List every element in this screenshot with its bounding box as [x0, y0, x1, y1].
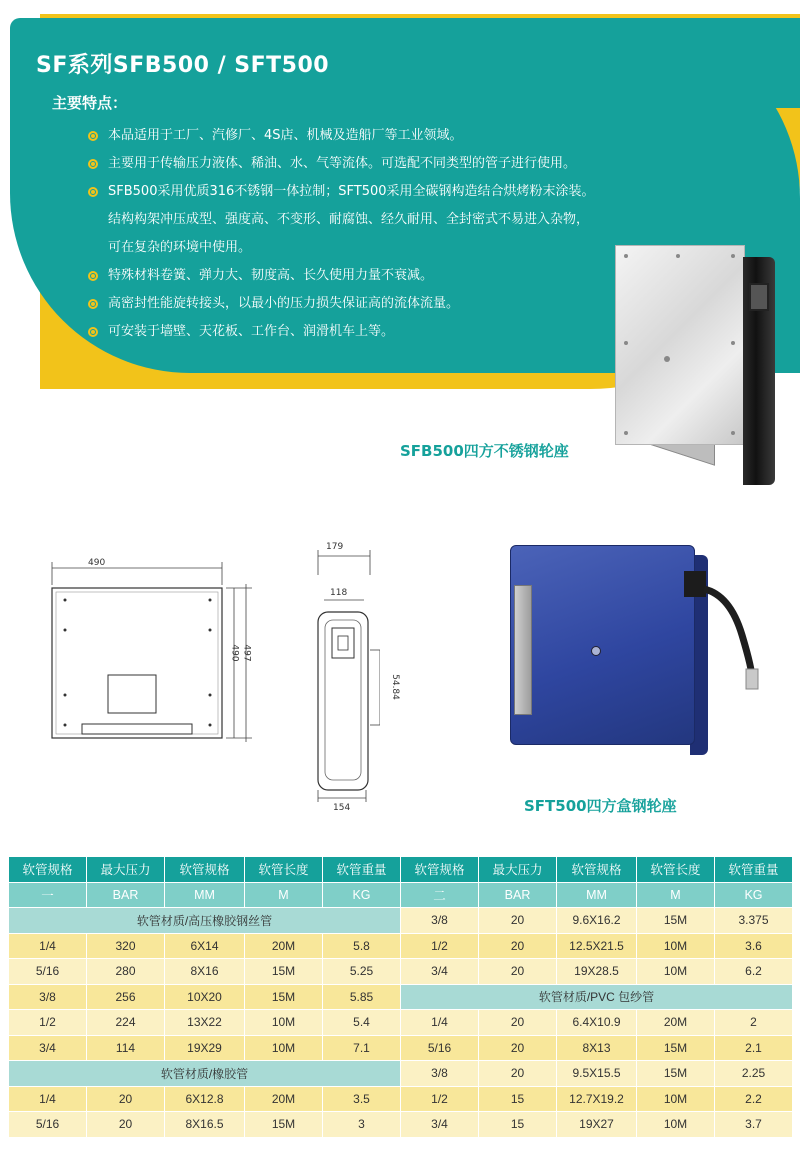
feature-item: 可安装于墙壁、天花板、工作台、润滑机车上等。 [88, 318, 728, 346]
feature-item: 高密封性能旋转接头，以最小的压力损失保证高的流体流量。 [88, 290, 728, 318]
target-bullet-icon [88, 187, 98, 197]
table-cell: 15M [637, 908, 715, 934]
table-cell: 1/4 [401, 1010, 479, 1036]
sft500-product-image [510, 545, 770, 765]
table-cell: 20 [87, 1086, 165, 1112]
table-row [9, 959, 793, 985]
table-cell: MM [557, 882, 637, 908]
feature-item: SFB500采用优质316不锈钢一体拉制；SFT500采用全碳钢构造结合烘烤粉末涂装。 [88, 178, 728, 206]
table-row [9, 984, 793, 1010]
table-row [9, 1035, 793, 1061]
table-cell: 10M [245, 1010, 323, 1036]
table-cell: 20 [479, 1010, 557, 1036]
table-cell: 5/16 [9, 1112, 87, 1138]
table-cell: 15M [637, 1035, 715, 1061]
table-cell: 19X29 [165, 1035, 245, 1061]
table-cell: 3/8 [9, 984, 87, 1010]
table-cell: 软管重量 [323, 857, 401, 883]
table-cell: 15M [637, 1061, 715, 1087]
steel-front-panel [615, 245, 745, 445]
table-cell: 256 [87, 984, 165, 1010]
table-cell: 1/4 [9, 1086, 87, 1112]
table-cell: 软管规格 [557, 857, 637, 883]
dimension-drawing [40, 540, 380, 810]
sfb500-product-image [615, 245, 775, 490]
target-bullet-icon [88, 327, 98, 337]
feature-item: 特殊材料卷簧、弹力大、韧度高、长久使用力量不衰减。 [88, 262, 728, 290]
table-cell: 224 [87, 1010, 165, 1036]
table-cell: KG [715, 882, 793, 908]
table-cell: 20M [245, 933, 323, 959]
table-cell: 软管材质/高压橡胶钢丝管 [9, 908, 401, 934]
table-cell: 20 [479, 959, 557, 985]
table-cell: 7.1 [323, 1035, 401, 1061]
target-bullet-icon [88, 159, 98, 169]
table-cell: 3.6 [715, 933, 793, 959]
hose-icon [680, 565, 770, 695]
table-cell: 3.7 [715, 1112, 793, 1138]
table-cell: 软管材质/橡胶管 [9, 1061, 401, 1087]
table-cell: 最大压力 [479, 857, 557, 883]
target-bullet-icon [88, 299, 98, 309]
table-row [9, 1010, 793, 1036]
table-row [9, 857, 793, 883]
steel-side-panel [743, 257, 775, 485]
table-row [9, 1061, 793, 1087]
table-cell: 3/4 [401, 1112, 479, 1138]
dim-side-top: 179 [326, 542, 344, 552]
spec-table [8, 856, 793, 1138]
mounting-bracket [514, 585, 532, 715]
table-cell: 5.25 [323, 959, 401, 985]
table-cell: 软管长度 [245, 857, 323, 883]
table-cell: M [245, 882, 323, 908]
connector-icon [749, 283, 769, 311]
table-cell: 8X16.5 [165, 1112, 245, 1138]
table-cell: 软管规格 [9, 857, 87, 883]
table-cell: 10M [637, 959, 715, 985]
table-cell: 软管长度 [637, 857, 715, 883]
feature-item-continued: 结构构架冲压成型、强度高、不变形、耐腐蚀、经久耐用、全封密式不易进入杂物， [108, 212, 590, 227]
table-cell: KG [323, 882, 401, 908]
table-cell: 15M [245, 1112, 323, 1138]
table-cell: MM [165, 882, 245, 908]
table-cell: 8X13 [557, 1035, 637, 1061]
dim-side-height: 54.84 [389, 674, 400, 700]
sfb500-caption: SFB500四方不锈钢轮座 [400, 442, 569, 460]
table-cell: 二 [401, 882, 479, 908]
table-cell: 20 [87, 1112, 165, 1138]
table-row [9, 1086, 793, 1112]
table-cell: 3.5 [323, 1086, 401, 1112]
table-cell: 20M [637, 1010, 715, 1036]
table-cell: 20 [479, 1035, 557, 1061]
table-cell: 6X14 [165, 933, 245, 959]
table-cell: BAR [479, 882, 557, 908]
table-cell: 320 [87, 933, 165, 959]
features-heading: 主要特点： [52, 94, 128, 112]
table-cell: 10M [637, 1112, 715, 1138]
table-cell: 1/2 [401, 1086, 479, 1112]
table-cell: 6.2 [715, 959, 793, 985]
table-cell: 一 [9, 882, 87, 908]
hub-icon [591, 646, 601, 656]
table-cell: 3/4 [9, 1035, 87, 1061]
table-cell: 20 [479, 1061, 557, 1087]
table-cell: 13X22 [165, 1010, 245, 1036]
table-cell: 6X12.8 [165, 1086, 245, 1112]
table-cell: 10M [245, 1035, 323, 1061]
table-cell: 1/2 [401, 933, 479, 959]
table-cell: 3/8 [401, 908, 479, 934]
table-cell: 19X28.5 [557, 959, 637, 985]
table-row [9, 908, 793, 934]
table-cell: BAR [87, 882, 165, 908]
table-cell: 软管规格 [401, 857, 479, 883]
blue-front-panel [510, 545, 695, 745]
table-cell: 1/4 [9, 933, 87, 959]
table-cell: 8X16 [165, 959, 245, 985]
table-cell: 15 [479, 1086, 557, 1112]
table-cell: 10M [637, 933, 715, 959]
header-band-corner [560, 18, 800, 108]
page-title: SF系列SFB500 / SFT500 [36, 53, 330, 78]
table-cell: 3.375 [715, 908, 793, 934]
table-row [9, 933, 793, 959]
table-cell: 10X20 [165, 984, 245, 1010]
table-cell: 5/16 [401, 1035, 479, 1061]
table-cell: 20 [479, 933, 557, 959]
target-bullet-icon [88, 271, 98, 281]
table-cell: 5.8 [323, 933, 401, 959]
target-bullet-icon [88, 131, 98, 141]
table-cell: 2.25 [715, 1061, 793, 1087]
table-cell: 12.7X19.2 [557, 1086, 637, 1112]
table-row [9, 882, 793, 908]
table-cell: 软管规格 [165, 857, 245, 883]
table-cell: 114 [87, 1035, 165, 1061]
table-cell: 15M [245, 959, 323, 985]
dim-front-height-inner: 490 [229, 644, 240, 662]
table-cell: 2.1 [715, 1035, 793, 1061]
table-cell: 280 [87, 959, 165, 985]
table-cell: 5/16 [9, 959, 87, 985]
table-cell: 2.2 [715, 1086, 793, 1112]
table-cell: 软管材质/PVC 包纱管 [401, 984, 793, 1010]
dim-front-height-outer: 497 [241, 644, 252, 662]
table-cell: 5.85 [323, 984, 401, 1010]
table-cell: 9.6X16.2 [557, 908, 637, 934]
table-row [9, 1112, 793, 1138]
feature-item: 本品适用于工厂、汽修厂、4S店、机械及造船厂等工业领域。 [88, 122, 728, 150]
table-cell: 软管重量 [715, 857, 793, 883]
table-cell: 1/2 [9, 1010, 87, 1036]
table-cell: 5.4 [323, 1010, 401, 1036]
table-cell: 20 [479, 908, 557, 934]
table-cell: 6.4X10.9 [557, 1010, 637, 1036]
table-cell: M [637, 882, 715, 908]
table-cell: 2 [715, 1010, 793, 1036]
dim-front-width: 490 [88, 558, 106, 568]
table-cell: 最大压力 [87, 857, 165, 883]
table-cell: 15 [479, 1112, 557, 1138]
feature-item: 主要用于传输压力液体、稀油、水、气等流体。可选配不同类型的管子进行使用。 [88, 150, 728, 178]
table-cell: 3/8 [401, 1061, 479, 1087]
table-cell: 9.5X15.5 [557, 1061, 637, 1087]
feature-item-continued: 可在复杂的环境中使用。 [108, 240, 252, 255]
dim-side-inner: 118 [330, 588, 348, 598]
table-cell: 3 [323, 1112, 401, 1138]
dim-side-bottom: 154 [333, 803, 351, 813]
table-cell: 15M [245, 984, 323, 1010]
table-cell: 3/4 [401, 959, 479, 985]
table-cell: 20M [245, 1086, 323, 1112]
table-cell: 10M [637, 1086, 715, 1112]
table-cell: 19X27 [557, 1112, 637, 1138]
sft500-caption: SFT500四方盒钢轮座 [524, 797, 677, 815]
table-cell: 12.5X21.5 [557, 933, 637, 959]
